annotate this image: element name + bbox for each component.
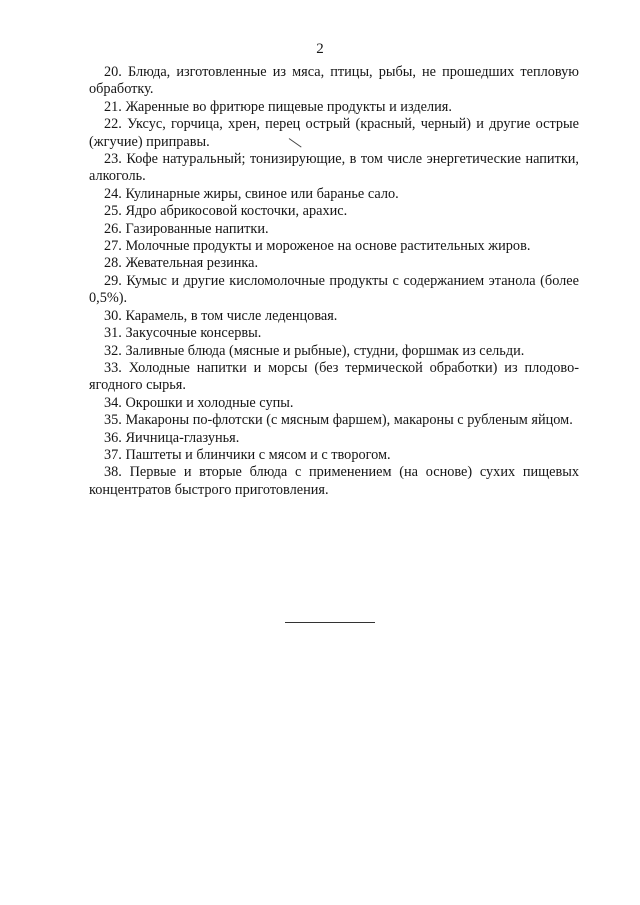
list-item: 22. Уксус, горчица, хрен, перец острый (красный, черный) и другие острые (жгучие) приправы.: [89, 116, 579, 150]
list-item: 35. Макароны по-флотски (с мясным фаршем), макароны с рубленым яйцом.: [104, 412, 573, 429]
end-separator-line: [285, 622, 375, 623]
prohibited-foods-list: [89, 64, 579, 499]
list-item: 38. Первые и вторые блюда с применением (на основе) сухих пищевых концентратов быстрого приготовления.: [89, 464, 579, 498]
list-item: 32. Заливные блюда (мясные и рыбные), студни, форшмак из сельди.: [104, 342, 525, 359]
list-item: 27. Молочные продукты и мороженое на основе растительных жиров.: [104, 238, 531, 255]
list-item: 24. Кулинарные жиры, свиное или баранье сало.: [104, 185, 399, 202]
list-item: 31. Закусочные консервы.: [104, 325, 262, 342]
list-item: 29. Кумыс и другие кисломолочные продукты с содержанием этанола (более 0,5%).: [89, 272, 579, 307]
list-item: 34. Окрошки и холодные супы.: [104, 394, 294, 411]
list-item: 25. Ядро абрикосовой косточки, арахис.: [104, 203, 348, 220]
list-item: 33. Холодные напитки и морсы (без термической обработки) из плодово-ягодного сырья.: [89, 359, 579, 394]
list-item: 36. Яичница-глазунья.: [104, 429, 240, 446]
list-item: 20. Блюда, изготовленные из мяса, птицы, рыбы, не прошедших тепловую обработку.: [89, 64, 579, 98]
list-item: 37. Паштеты и блинчики с мясом и с творогом.: [104, 446, 391, 463]
list-item: 30. Карамель, в том числе леденцовая.: [104, 307, 338, 324]
list-item: 26. Газированные напитки.: [104, 220, 269, 237]
list-item: 23. Кофе натуральный; тонизирующие, в том числе энергетические напитки, алкоголь.: [89, 151, 579, 185]
list-item: 21. Жаренные во фритюре пищевые продукты и изделия.: [104, 98, 452, 115]
page-number: 2: [316, 41, 324, 57]
list-item: 28. Жевательная резинка.: [104, 255, 259, 272]
